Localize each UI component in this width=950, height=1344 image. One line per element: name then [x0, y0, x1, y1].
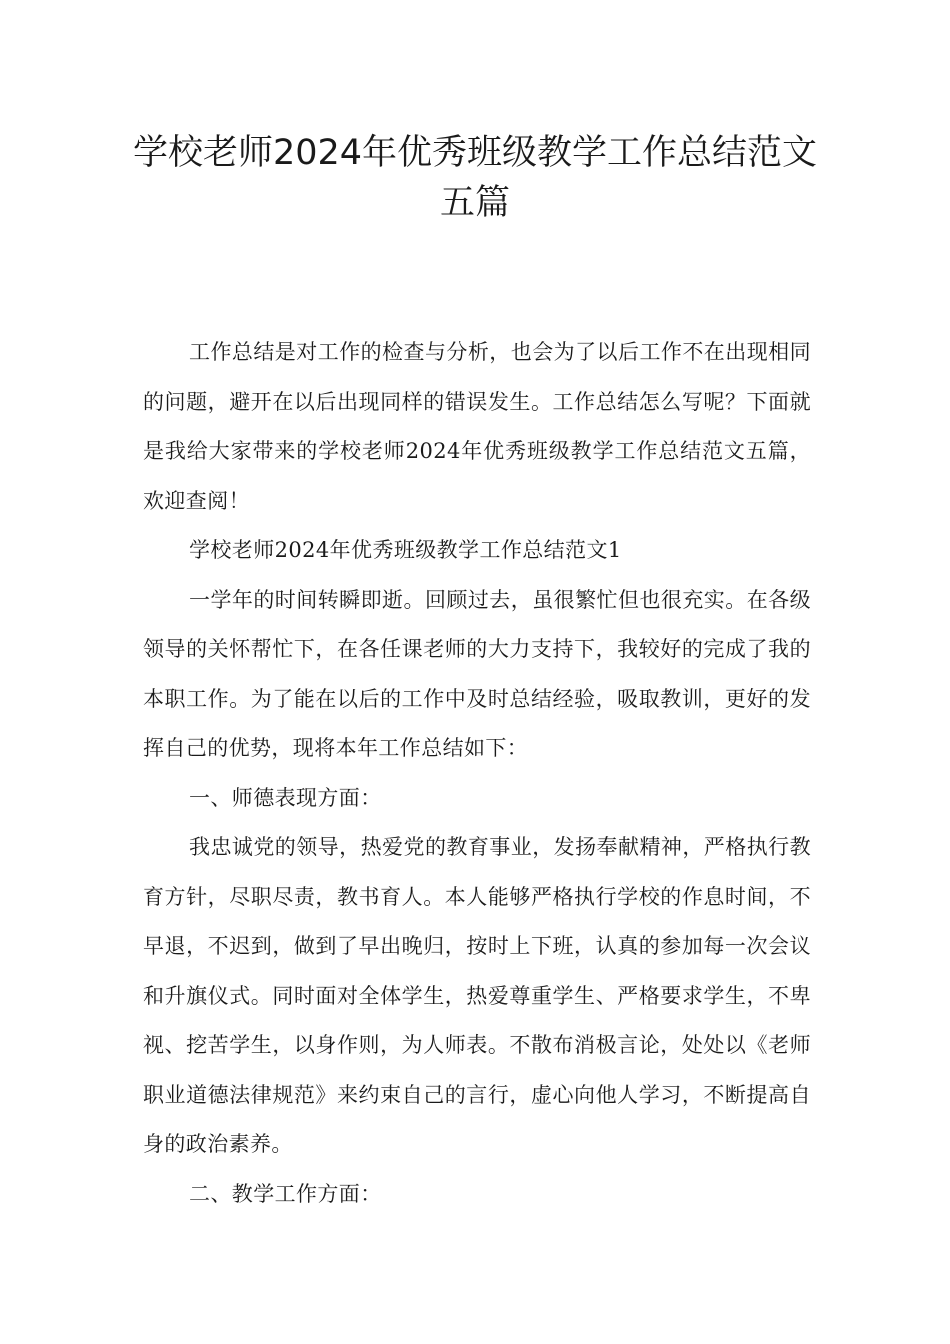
section-heading-article-1: 学校老师2024年优秀班级教学工作总结范文1: [189, 538, 622, 562]
document-body: [143, 328, 811, 1219]
section-heading-ethics: 一、师德表现方面：: [189, 785, 382, 810]
section-heading-teaching: 二、教学工作方面：: [189, 1181, 382, 1206]
body-paragraph: 一学年的时间转瞬即逝。回顾过去，虽很繁忙但也很充实。在各级领导的关怀帮忙下，在各任课老师的大力支持下，我较好的完成了我的本职工作。为了能在以后的工作中及时总结经验，吸取教训，更好的发挥自己的优势，现将本年工作总结如下：: [143, 587, 811, 760]
intro-paragraph: 工作总结是对工作的检查与分析，也会为了以后工作不在出现相同的问题，避开在以后出现同样的错误发生。工作总结怎么写呢？下面就是我给大家带来的学校老师2024年优秀班级教学工作总结范文五篇，欢迎查阅！: [143, 340, 811, 513]
body-paragraph: 我忠诚党的领导，热爱党的教育事业，发扬奉献精神，严格执行教育方针，尽职尽责，教书育人。本人能够严格执行学校的作息时间，不早退，不迟到，做到了早出晚归，按时上下班，认真的参加每一次会议和升旗仪式。同时面对全体学生，热爱尊重学生、严格要求学生，不卑视、挖苦学生，以身作则，为人师表。不散布消极言论，处处以《老师职业道德法律规范》来约束自己的言行，虚心向他人学习，不断提高自身的政治素养。: [143, 835, 811, 1156]
document-title: 学校老师2024年优秀班级教学工作总结范文五篇: [132, 133, 818, 223]
